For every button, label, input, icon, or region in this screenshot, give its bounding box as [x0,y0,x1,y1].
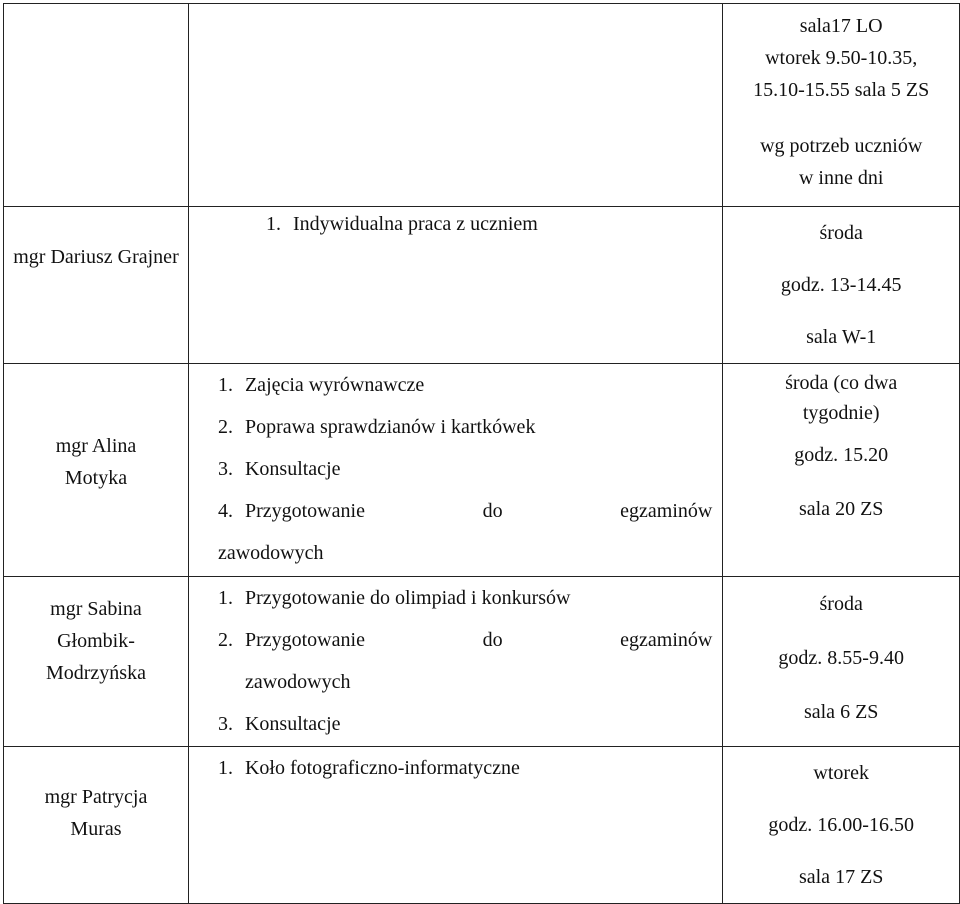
schedule-line: wtorek 9.50-10.35, [765,47,918,69]
activity-word: egzaminów [620,500,713,522]
schedule-table [3,3,960,904]
activity-text: Poprawa sprawdzianów i kartkówek [244,416,536,438]
teacher-name: mgr Dariusz Grajner [13,246,179,268]
teacher-cell [4,577,189,747]
schedule-line: środa [819,222,863,244]
list-number: 1. [217,374,233,396]
schedule-cell [723,364,960,577]
schedule-line: godz. 16.00-16.50 [768,814,914,836]
teacher-name: mgr Sabina Głombik-Modrzyńska [45,598,146,684]
schedule-line: wg potrzeb uczniów [760,135,923,157]
list-number: 2. [217,629,233,651]
table-row [4,747,960,904]
table-row [4,364,960,577]
list-item [217,747,712,789]
schedule-line: sala 20 ZS [798,498,884,520]
schedule-cell [723,577,960,747]
list-number: 4. [217,500,233,522]
schedule-line: godz. 15.20 [794,444,889,466]
list-item [265,207,712,241]
schedule-cell [723,207,960,364]
teacher-cell [4,207,189,364]
activity-text: Zajęcia wyrównawcze [244,374,425,396]
schedule-line: środa [819,593,863,615]
schedule-cell [723,4,960,207]
list-number: 1. [217,757,233,779]
activities-cell [188,207,722,364]
activities-cell [188,577,722,747]
teacher-cell [4,747,189,904]
activity-continuation: zawodowych [217,542,324,564]
activities-cell [188,364,722,577]
schedule-line: godz. 8.55-9.40 [778,647,904,669]
schedule-line: sala W-1 [806,326,877,348]
schedule-line: 15.10-15.55 sala 5 ZS [753,79,930,101]
schedule-line: sala17 LO [799,15,883,37]
list-item [217,619,713,661]
teacher-name: mgr Patrycja Muras [44,786,148,840]
schedule-spacer [723,106,959,130]
teacher-cell [4,4,189,207]
list-number: 1. [217,587,233,609]
activity-text: Przygotowanie do olimpiad i konkursów [244,587,571,609]
table-row [4,577,960,747]
list-item [217,406,712,448]
list-number: 2. [217,416,233,438]
activity-text: Koło fotograficzno-informatyczne [244,757,520,779]
list-item [217,364,712,406]
schedule-line: sala 6 ZS [803,701,879,723]
activity-word: Przygotowanie [244,500,365,522]
activity-word: do [482,629,503,651]
list-item [217,577,712,619]
list-item [217,448,712,490]
schedule-line: w inne dni [798,167,884,189]
activity-word: egzaminów [620,629,713,651]
teacher-name: mgr Alina Motyka [55,435,137,489]
activity-word: Przygotowanie [244,629,365,651]
list-number: 3. [217,458,233,480]
schedule-line: godz. 13-14.45 [780,274,902,296]
activity-text: Konsultacje [244,458,341,480]
list-item [217,490,713,532]
activities-cell [188,4,722,207]
list-number: 1. [265,213,281,235]
list-number: 3. [217,713,233,735]
table-row [4,207,960,364]
activity-word: do [482,500,503,522]
activity-text: Konsultacje [244,713,341,735]
activity-continuation: zawodowych [244,671,351,693]
schedule-cell [723,747,960,904]
list-item [245,661,712,703]
schedule-line: tygodnie) [802,402,880,424]
activities-cell [188,747,722,904]
teacher-cell [4,364,189,577]
list-item [217,703,712,745]
schedule-line: sala 17 ZS [798,866,884,888]
schedule-line: wtorek [813,762,869,784]
table-row [4,4,960,207]
activity-text: Indywidualna praca z uczniem [292,213,538,235]
schedule-line: środa (co dwa [785,372,898,394]
